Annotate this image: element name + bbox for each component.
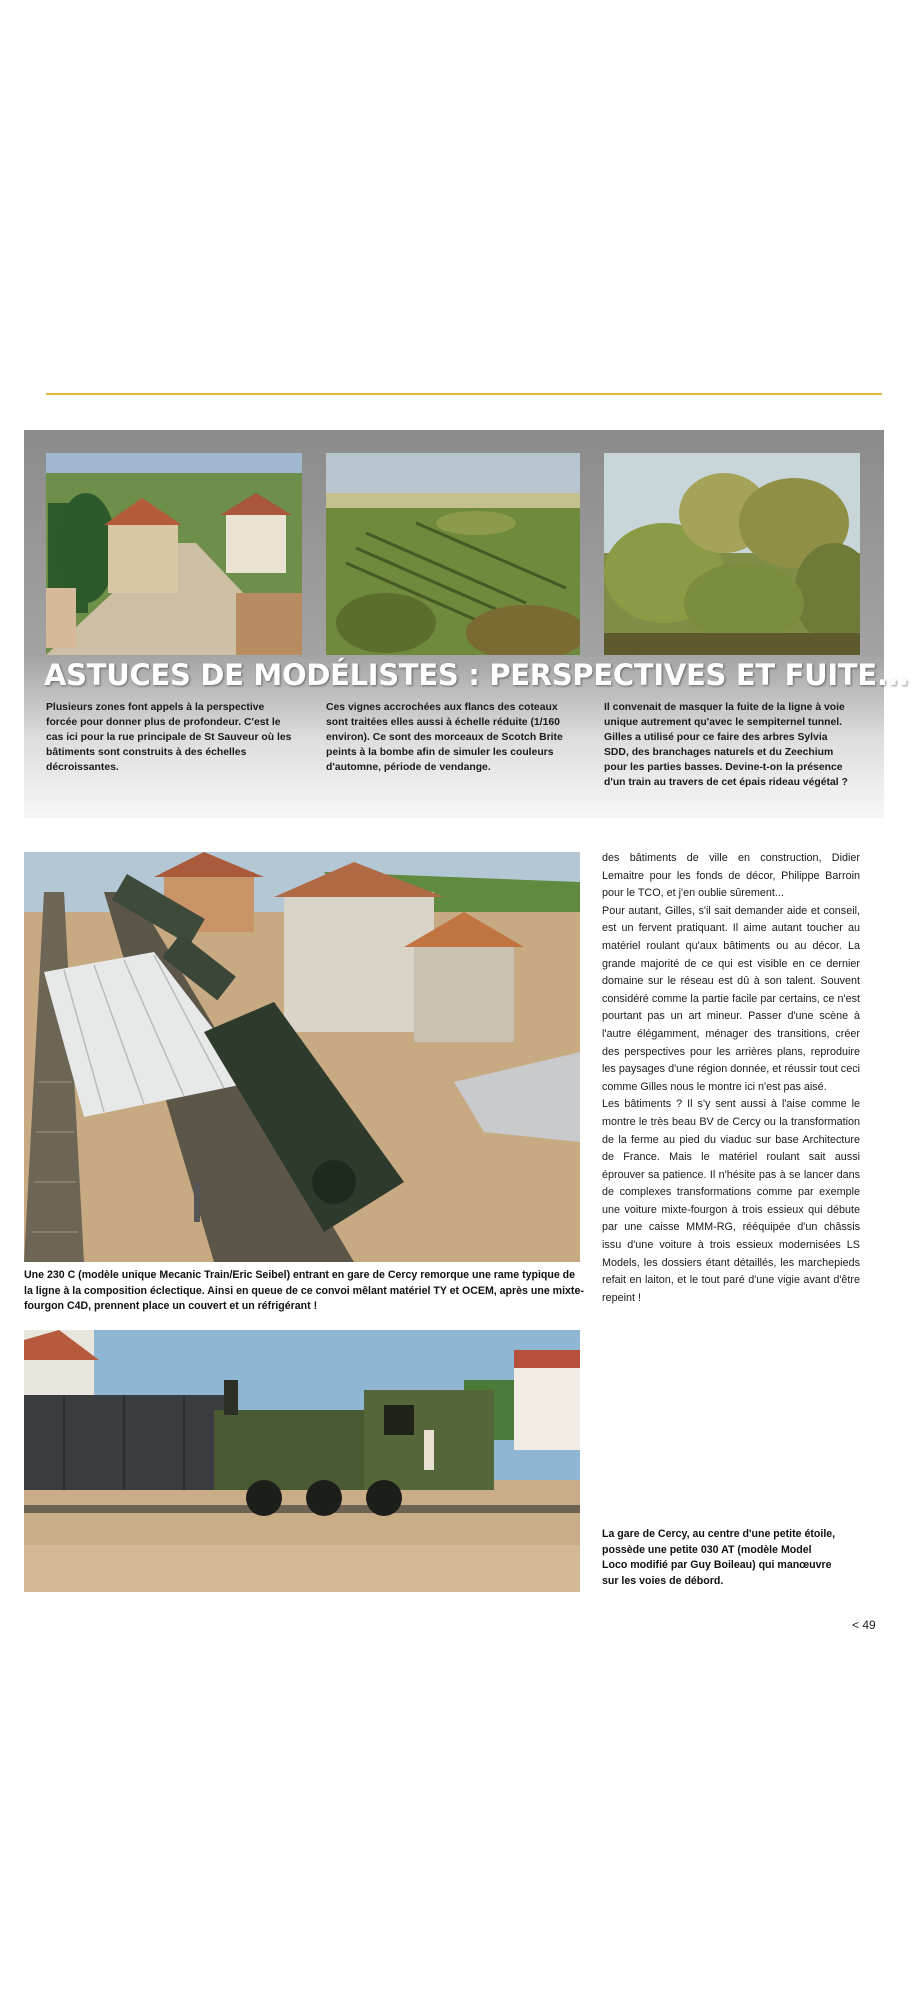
photo-trees-screen	[604, 453, 860, 655]
header-rule	[46, 393, 882, 395]
body-paragraph-3: Les bâtiments ? Il s'y sent aussi à l'aise comme le montre le très beau BV de Cercy ou la transformation de la ferme au pied du viaduc sur base Architecture de France. Mais le matériel roulant sait aussi éprouver sa patience. Il n'hésite pas à se lancer dans de complexes transformations comme par exemple une voiture mixte-fourgon à trois essieux qui débute par une caisse MMM-RG, rééquipée d'un châssis issu d'une voiture à trois essieux modernisées LS Models, les dossiers étant détaillés, les marchepieds refait en laiton, et le tout paré d'une vigie avant d'être repeint !	[602, 1098, 860, 1304]
caption-second: La gare de Cercy, au centre d'une petite étoile, possède une petite 030 AT (modèle Model Loco modifié par Guy Boileau) qui manœuvre sur les voies de débord.	[602, 1528, 836, 1587]
page-number[interactable]: < 49	[852, 1618, 876, 1632]
article-body	[602, 850, 860, 1307]
body-paragraph-2: Pour autant, Gilles, s'il sait demander aide et conseil, est un fervent pratiquant. Il aime autant toucher au matériel roulant qu'aux bâtiments ou au décor. La grande majorité de ce qui est visible en ce dernier domaine sur le réseau est dû à son talent. Souvent considéré comme la partie facile par certains, ce n'est pourtant pas un art mineur. Passer d'une scène à l'autre élégamment, ménager des transitions, créer des perspectives pour les arrières plans, reproduire les paysages d'une région donnée, et réussir tout ceci comme Gilles nous le montre ici n'est pas aisé.	[602, 904, 860, 1093]
body-paragraph-1: des bâtiments de ville en construction, Didier Lemaitre pour les fonds de décor, Philippe Barroin pour le TCO, et j'en oublie sûrement...	[602, 852, 860, 900]
tip-text-1: Plusieurs zones font appels à la perspective forcée pour donner plus de profondeur. C'est le cas ici pour la rue principale de St Sauveur où les bâtiments sont construits à des échelles décroissantes.	[46, 702, 292, 773]
photo-vineyard	[326, 453, 580, 655]
tip-text-3: Il convenait de masquer la fuite de la ligne à voie unique autrement qu'avec le sempiternel tunnel. Gilles a utilisé pour ce faire des arbres Sylvia SDD, des branchages naturels et du Zeechium pour les parties basses. Devine-t-on la présence d'un train au travers de cet épais rideau végétal ?	[604, 702, 848, 788]
photo-station-train	[24, 852, 580, 1262]
caption-main: Une 230 C (modèle unique Mecanic Train/Eric Seibel) entrant en gare de Cercy remorque une rame typique de la ligne à la composition éclectique. Ainsi en queue de ce convoi mêlant matériel TY et OCEM, après une mixte-fourgon C4D, prennent place un couvert et un réfrigérant !	[24, 1269, 584, 1312]
photo-village-street	[46, 453, 302, 655]
section-title: ASTUCES DE MODÉLISTES : PERSPECTIVES ET FUITE...	[44, 658, 910, 692]
photo-030-locomotive	[24, 1330, 580, 1592]
tip-text-2: Ces vignes accrochées aux flancs des coteaux sont traitées elles aussi à échelle réduite (1/160 environ). Ce sont des morceaux de Scotch Brite peints à la bombe afin de simuler les couleurs d'automne, période de vendange.	[326, 702, 563, 773]
